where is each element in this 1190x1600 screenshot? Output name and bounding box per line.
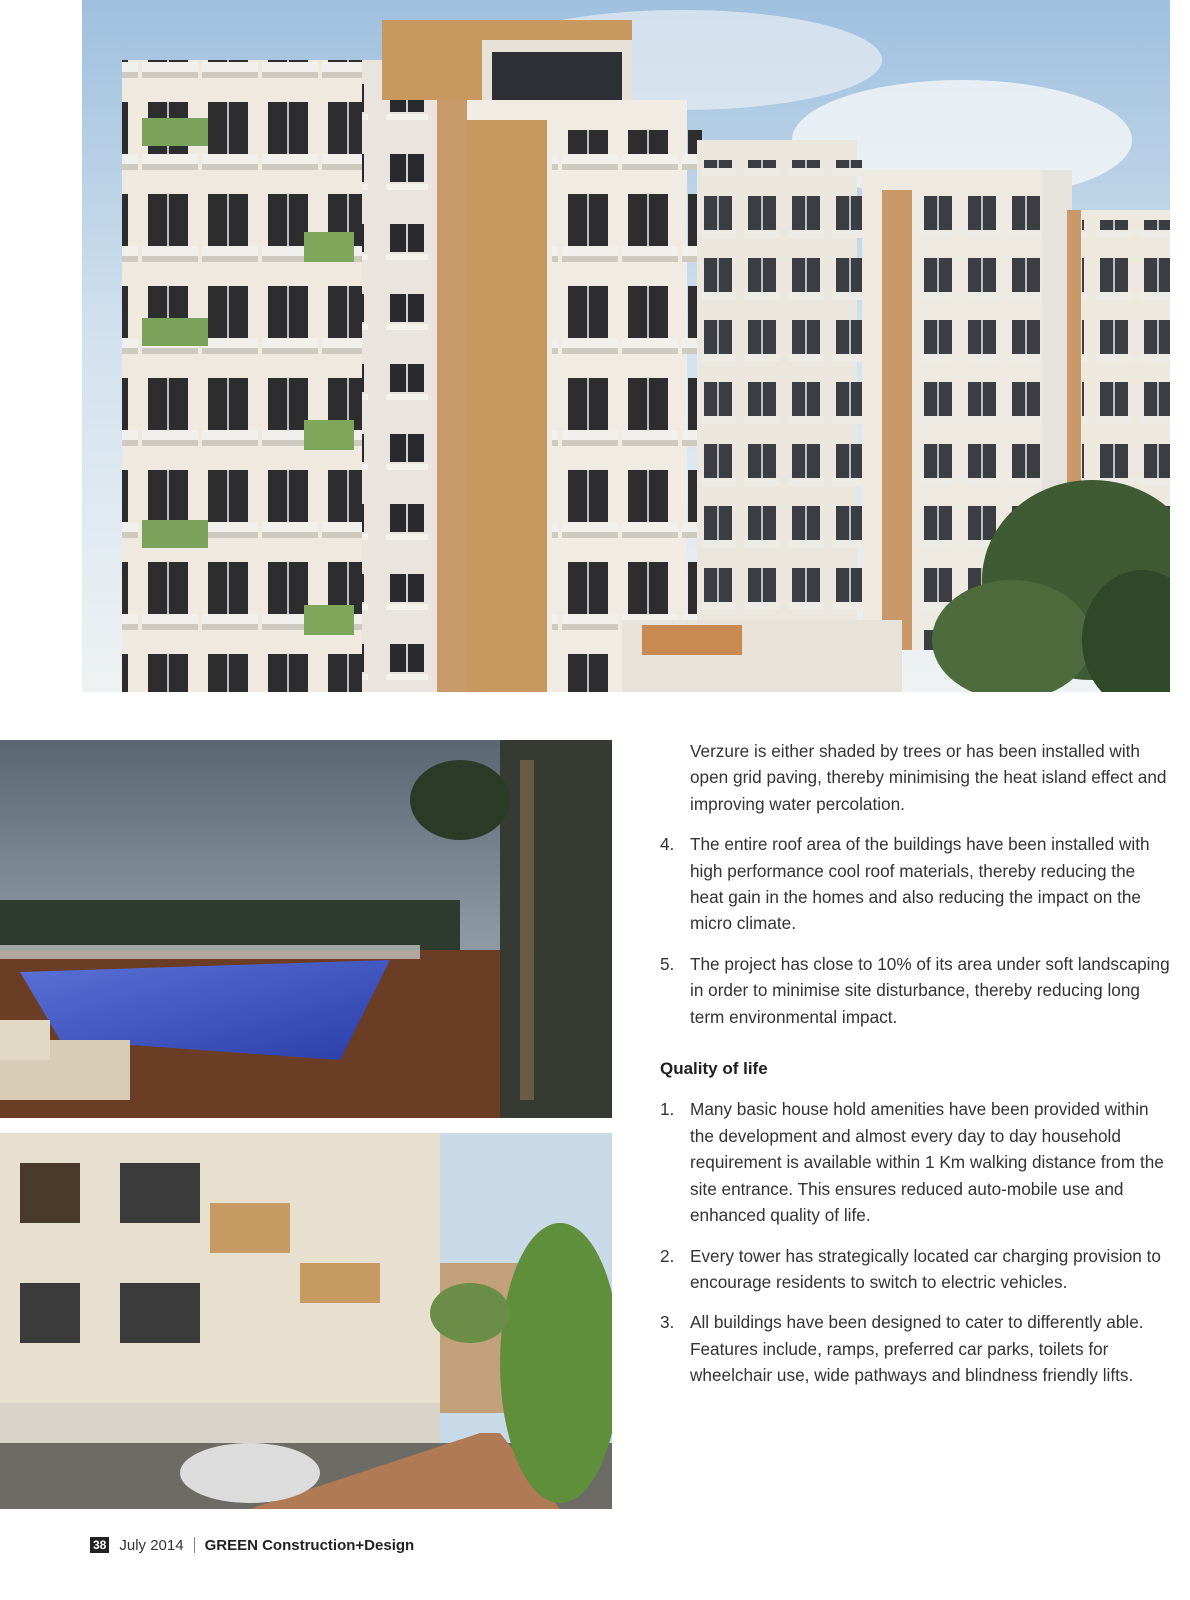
list-text: All buildings have been designed to cater to differently able. Features include, ramps, preferred car parks, toilets for wheelchair use, wide pathways and blindness friendly lifts.	[690, 1312, 1144, 1386]
page-number: 38	[90, 1537, 109, 1553]
street-view-image	[0, 1133, 612, 1509]
issue-date: July 2014	[119, 1536, 184, 1554]
list-text: The project has close to 10% of its area under soft landscaping in order to minimise site disturbance, thereby reducing long term environmental impact.	[690, 953, 1170, 1027]
list-text: Every tower has strategically located car charging provision to encourage residents to switch to electric vehicles.	[690, 1245, 1161, 1292]
list-number: 5.	[660, 953, 675, 974]
intro-paragraph: Verzure is either shaded by trees or has been installed with open grid paving, thereby minimising the heat island effect and improving water percolation.	[690, 741, 1167, 814]
list-item	[660, 1096, 1170, 1228]
section-heading: Quality of life	[660, 1059, 768, 1079]
list-text: The entire roof area of the buildings have been installed with high performance cool roof materials, thereby reducing the heat gain in the homes and also reducing the impact on the micro climate.	[690, 834, 1150, 934]
page-footer	[90, 1534, 414, 1556]
list-item	[660, 831, 1170, 937]
list-number: 2.	[660, 1245, 675, 1266]
magazine-name: GREEN Construction+Design	[204, 1536, 415, 1554]
list-text: Many basic house hold amenities have been provided within the development and almost every day to day household requirement is available within 1 Km walking distance from the site entrance. This ensures reduced auto-mobile use and enhanced quality of life.	[690, 1099, 1164, 1226]
list-item	[660, 1309, 1170, 1388]
pool-deck-image	[0, 740, 612, 1118]
list-number: 1.	[660, 1099, 675, 1120]
hero-building-image	[82, 0, 1170, 692]
list-number: 3.	[660, 1312, 675, 1333]
list-item	[660, 1243, 1170, 1296]
list-item	[660, 951, 1170, 1030]
footer-divider	[194, 1537, 195, 1553]
article-body	[660, 738, 1170, 1403]
list-number: 4.	[660, 834, 675, 855]
